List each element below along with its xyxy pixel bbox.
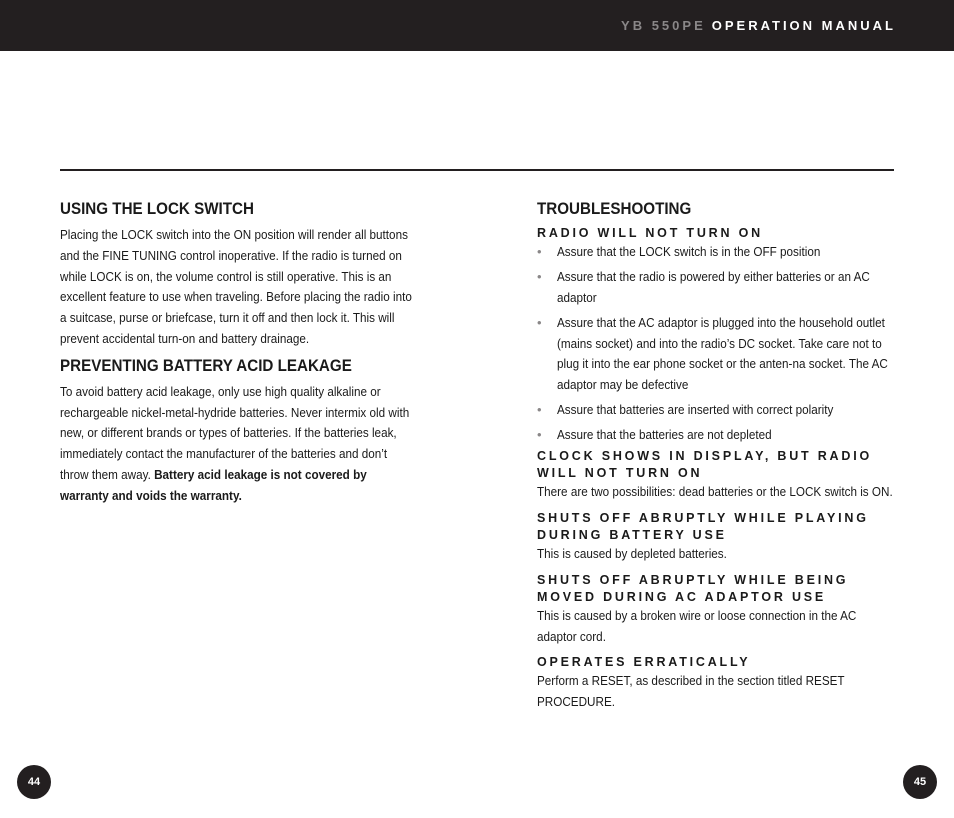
shuts-off-adaptor-body: This is caused by a broken wire or loose connection in the AC adaptor cord.	[537, 607, 857, 644]
subheading-erratic: OPERATES ERRATICALLY	[537, 655, 751, 670]
subheading-clock-shows: CLOCK SHOWS IN DISPLAY, BUT RADIO WILL NOT TURN ON	[537, 449, 873, 481]
battery-leakage-heading: PREVENTING BATTERY ACID LEAKAGE	[60, 356, 352, 375]
lock-switch-heading: USING THE LOCK SWITCH	[60, 200, 254, 218]
subheading-shuts-off-adaptor: SHUTS OFF ABRUPTLY WHILE BEING MOVED DURING AC ADAPTOR USE	[537, 572, 849, 604]
shuts-off-battery-body: This is caused by depleted batteries.	[537, 545, 727, 561]
manual-title	[621, 18, 896, 33]
list-item: • Assure that batteries are inserted with correct polarity	[537, 400, 895, 421]
model-name: YB 550PE	[621, 18, 706, 33]
list-item: • Assure that the LOCK switch is in the OFF position	[537, 242, 895, 263]
erratic-body: Perform a RESET, as described in the section titled RESET PROCEDURE.	[537, 673, 845, 710]
bullet-icon: •	[537, 402, 542, 418]
troubleshooting-heading: TROUBLESHOOTING	[537, 200, 692, 218]
subheading-wont-turn-on: RADIO WILL NOT TURN ON	[537, 226, 763, 240]
clock-shows-body: There are two possibilities: dead batteries or the LOCK switch is ON.	[537, 484, 893, 500]
battery-leakage-text: To avoid battery acid leakage, only use high quality alkaline or rechargeable nickel-metal-hydride batteries. Never intermix old with new, or different brands or types of batteries. If the batteries leak, immediately contact the manufacturer of the batteries and don’t throw them away.	[60, 383, 410, 482]
bullet-icon: •	[537, 268, 542, 284]
page-number-right: 45	[903, 765, 937, 799]
list-item: • Assure that the AC adaptor is plugged into the household outlet (mains socket) and into the radio’s DC socket. Take care not to plug it into the ear phone socket or the anten-na socket. The AC adaptor may be defective	[537, 314, 888, 393]
list-item: • Assure that the radio is powered by either batteries or an AC adaptor	[537, 268, 870, 305]
subheading-shuts-off-battery: SHUTS OFF ABRUPTLY WHILE PLAYING DURING BATTERY USE	[537, 510, 869, 542]
bullet-list	[537, 242, 895, 446]
bullet-icon: •	[537, 244, 542, 259]
left-column	[60, 200, 418, 507]
right-column	[537, 200, 895, 713]
lock-switch-body: Placing the LOCK switch into the ON position will render all buttons and the FINE TUNING control inoperative. If the radio is turned on while LOCK is on, the volume control is still operative. This is an excellent feature to use when traveling. Before placing the radio into a suitcase, purse or briefcase, turn it off and then lock it. This will prevent accidental turn-on and battery drainage.	[60, 227, 412, 346]
header-bar	[0, 0, 954, 51]
bullet-icon: •	[537, 314, 542, 330]
section-divider	[60, 169, 894, 171]
battery-leakage-warning: Battery acid leakage is not covered by warranty and voids the warranty.	[60, 466, 367, 503]
battery-leakage-body	[60, 382, 418, 507]
manual-label: OPERATION MANUAL	[711, 18, 896, 33]
list-item: • Assure that the batteries are not depleted	[537, 425, 895, 446]
bullet-icon: •	[537, 427, 542, 443]
page-number-left: 44	[17, 765, 51, 799]
